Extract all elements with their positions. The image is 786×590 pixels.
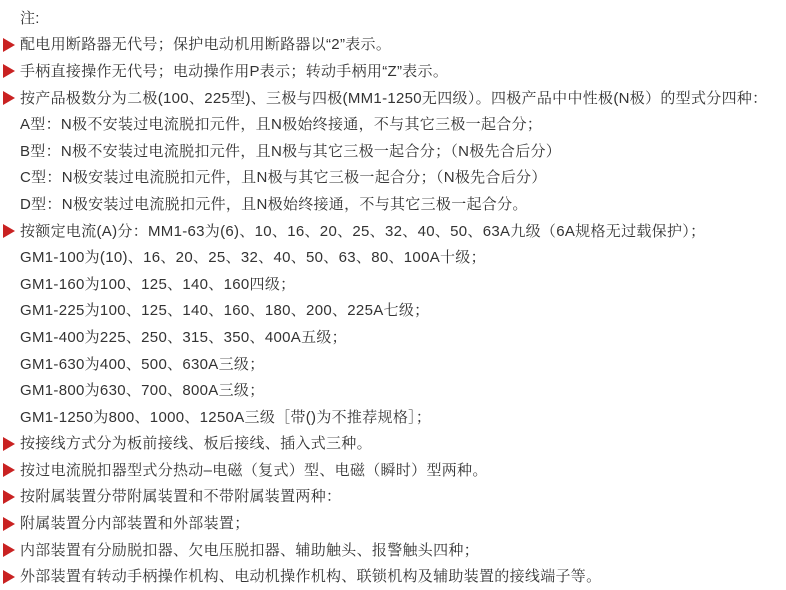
note-line	[3, 138, 780, 165]
bullet-slot	[3, 570, 20, 584]
note-line-text: GM1-400为225、250、315、350、400A五级；	[20, 328, 347, 346]
note-line-text: GM1-225为100、125、140、160、180、200、225A七级；	[20, 302, 430, 320]
note-line-text: GM1-800为630、700、800A三级；	[20, 382, 265, 400]
note-line-text: 注:	[20, 9, 40, 27]
note-line-text: 配电用断路器无代号；保护电动机用断路器以“2”表示。	[20, 36, 392, 54]
note-line-text: 按额定电流(A)分：MM1-63为(6)、10、16、20、25、32、40、50、63A九级（6A规格无过载保护）；	[20, 222, 706, 240]
indent-spacer	[3, 330, 20, 344]
note-line	[3, 85, 780, 112]
red-triangle-bullet-icon	[3, 64, 15, 78]
indent-spacer	[3, 277, 20, 291]
note-line-text: 外部装置有转动手柄操作机构、电动机操作机构、联锁机构及辅助装置的接线端子等。	[20, 568, 602, 586]
red-triangle-bullet-icon	[3, 570, 15, 584]
bullet-slot	[3, 490, 20, 504]
indent-spacer	[3, 171, 20, 185]
note-line	[3, 191, 780, 218]
indent-spacer	[3, 11, 20, 25]
red-triangle-bullet-icon	[3, 517, 15, 531]
bullet-slot	[3, 543, 20, 557]
note-line	[3, 431, 780, 458]
indent-spacer	[3, 144, 20, 158]
note-line-text: GM1-630为400、500、630A三级；	[20, 355, 265, 373]
note-line-text: 手柄直接操作无代号；电动操作用P表示；转动手柄用“Z”表示。	[20, 62, 449, 80]
note-line-text: B型：N极不安装过电流脱扣元件，且N极与其它三极一起合分；（N极先合后分）	[20, 142, 562, 160]
note-line-text: GM1-100为(10)、16、20、25、32、40、50、63、80、100A十级；	[20, 249, 486, 267]
note-line-text: C型：N极安装过电流脱扣元件，且N极与其它三极一起合分；（N极先合后分）	[20, 169, 547, 187]
note-line	[3, 111, 780, 138]
note-line	[3, 351, 780, 378]
note-line-text: GM1-160为100、125、140、160四级；	[20, 275, 296, 293]
red-triangle-bullet-icon	[3, 437, 15, 451]
indent-spacer	[3, 384, 20, 398]
note-line	[3, 324, 780, 351]
note-line	[3, 298, 780, 325]
note-line	[3, 510, 780, 537]
note-line-text: 按附属装置分带附属装置和不带附属装置两种：	[20, 488, 342, 506]
bullet-slot	[3, 437, 20, 451]
note-line-text: A型：N极不安装过电流脱扣元件，且N极始终接通，不与其它三极一起合分；	[20, 116, 543, 134]
note-line	[3, 5, 780, 32]
red-triangle-bullet-icon	[3, 224, 15, 238]
red-triangle-bullet-icon	[3, 38, 15, 52]
bullet-slot	[3, 463, 20, 477]
bullet-slot	[3, 91, 20, 105]
note-line-text: 内部装置有分励脱扣器、欠电压脱扣器、辅助触头、报警触头四种；	[20, 541, 480, 559]
bullet-slot	[3, 64, 20, 78]
note-line-text: 按产品极数分为二极(100、225型)、三极与四极(MM1-1250无四级）。四极产品中中性极(N极）的型式分四种：	[20, 89, 768, 107]
note-line	[3, 377, 780, 404]
note-line-text: 按过电流脱扣器型式分热动–电磁（复式）型、电磁（瞬时）型两种。	[20, 461, 488, 479]
indent-spacer	[3, 251, 20, 265]
bullet-slot	[3, 517, 20, 531]
note-line	[3, 244, 780, 271]
red-triangle-bullet-icon	[3, 490, 15, 504]
note-line-text: GM1-1250为800、1000、1250A三级［带()为不推荐规格］；	[20, 408, 432, 426]
bullet-slot	[3, 38, 20, 52]
note-line	[3, 457, 780, 484]
note-line-text: 附属装置分内部装置和外部装置；	[20, 515, 250, 533]
note-line-text: D型：N极安装过电流脱扣元件，且N极始终接通，不与其它三极一起合分。	[20, 195, 528, 213]
red-triangle-bullet-icon	[3, 463, 15, 477]
note-line	[3, 404, 780, 431]
note-line	[3, 165, 780, 192]
note-line	[3, 537, 780, 564]
indent-spacer	[3, 197, 20, 211]
note-line-text: 按接线方式分为板前接线、板后接线、插入式三种。	[20, 435, 372, 453]
red-triangle-bullet-icon	[3, 91, 15, 105]
note-line	[3, 484, 780, 511]
note-line	[3, 563, 780, 590]
indent-spacer	[3, 410, 20, 424]
bullet-slot	[3, 224, 20, 238]
indent-spacer	[3, 118, 20, 132]
note-line	[3, 271, 780, 298]
note-line	[3, 32, 780, 59]
note-line	[3, 58, 780, 85]
indent-spacer	[3, 304, 20, 318]
red-triangle-bullet-icon	[3, 543, 15, 557]
note-line	[3, 218, 780, 245]
indent-spacer	[3, 357, 20, 371]
